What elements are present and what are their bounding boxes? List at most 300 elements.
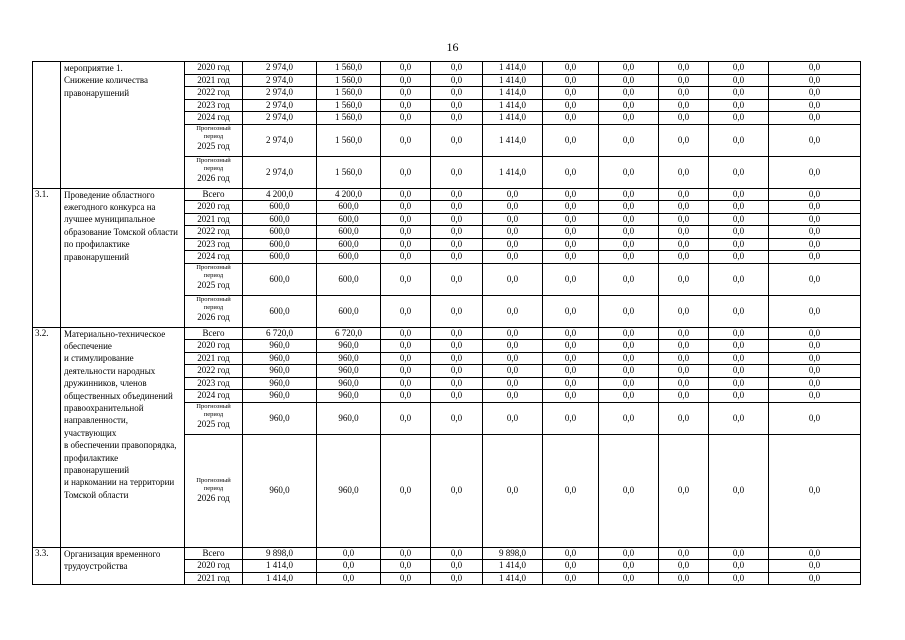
value-cell: 960,0 <box>317 402 381 434</box>
table-row <box>33 547 861 560</box>
value-cell: 0,0 <box>483 238 543 251</box>
section-number: 3.3. <box>33 547 61 585</box>
value-cell: 6 720,0 <box>317 327 381 340</box>
period-cell: 2020 год <box>185 560 243 573</box>
value-cell: 0,0 <box>483 295 543 327</box>
value-cell: 0,0 <box>599 327 659 340</box>
value-cell: 0,0 <box>709 327 769 340</box>
value-cell: 0,0 <box>709 340 769 353</box>
value-cell: 0,0 <box>709 295 769 327</box>
value-cell: 0,0 <box>769 572 861 585</box>
value-cell: 600,0 <box>243 263 317 295</box>
value-cell: 0,0 <box>543 99 599 112</box>
value-cell: 600,0 <box>243 251 317 264</box>
value-cell: 0,0 <box>543 402 599 434</box>
value-cell: 0,0 <box>709 365 769 378</box>
value-cell: 0,0 <box>483 201 543 214</box>
value-cell: 0,0 <box>659 238 709 251</box>
value-cell: 0,0 <box>431 352 483 365</box>
value-cell: 0,0 <box>709 156 769 188</box>
value-cell: 0,0 <box>317 547 381 560</box>
period-cell: Всего <box>185 188 243 201</box>
value-cell: 0,0 <box>381 74 431 87</box>
value-cell: 600,0 <box>317 213 381 226</box>
value-cell: 0,0 <box>599 62 659 75</box>
value-cell: 960,0 <box>243 402 317 434</box>
value-cell: 0,0 <box>709 434 769 547</box>
value-cell: 0,0 <box>599 112 659 125</box>
value-cell: 0,0 <box>483 340 543 353</box>
value-cell: 960,0 <box>317 365 381 378</box>
value-cell: 0,0 <box>381 434 431 547</box>
value-cell: 0,0 <box>769 547 861 560</box>
value-cell: 0,0 <box>431 124 483 156</box>
value-cell: 0,0 <box>769 251 861 264</box>
value-cell: 0,0 <box>769 560 861 573</box>
value-cell: 0,0 <box>659 99 709 112</box>
value-cell: 0,0 <box>381 112 431 125</box>
period-cell: 2021 год <box>185 572 243 585</box>
value-cell: 2 974,0 <box>243 74 317 87</box>
value-cell: 600,0 <box>243 226 317 239</box>
period-cell: 2024 год <box>185 251 243 264</box>
value-cell: 0,0 <box>709 201 769 214</box>
value-cell: 0,0 <box>381 327 431 340</box>
value-cell: 0,0 <box>381 547 431 560</box>
value-cell: 0,0 <box>543 295 599 327</box>
value-cell: 0,0 <box>381 238 431 251</box>
value-cell: 0,0 <box>431 572 483 585</box>
value-cell: 0,0 <box>381 352 431 365</box>
value-cell: 0,0 <box>599 99 659 112</box>
value-cell: 0,0 <box>769 263 861 295</box>
value-cell: 0,0 <box>599 213 659 226</box>
value-cell: 1 414,0 <box>483 560 543 573</box>
value-cell: 9 898,0 <box>243 547 317 560</box>
value-cell: 0,0 <box>659 156 709 188</box>
value-cell: 9 898,0 <box>483 547 543 560</box>
value-cell: 0,0 <box>431 201 483 214</box>
value-cell: 0,0 <box>659 390 709 403</box>
value-cell: 2 974,0 <box>243 156 317 188</box>
value-cell: 0,0 <box>599 340 659 353</box>
period-cell: Прогнозный период 2025 год <box>185 124 243 156</box>
period-cell: Прогнозный период 2026 год <box>185 434 243 547</box>
period-cell: 2024 год <box>185 112 243 125</box>
value-cell: 0,0 <box>543 377 599 390</box>
value-cell: 600,0 <box>317 226 381 239</box>
value-cell: 0,0 <box>381 263 431 295</box>
value-cell: 0,0 <box>543 365 599 378</box>
value-cell: 0,0 <box>599 156 659 188</box>
value-cell: 0,0 <box>381 572 431 585</box>
value-cell: 0,0 <box>599 295 659 327</box>
value-cell: 0,0 <box>317 572 381 585</box>
value-cell: 0,0 <box>381 156 431 188</box>
value-cell: 1 414,0 <box>483 156 543 188</box>
value-cell: 0,0 <box>709 547 769 560</box>
value-cell: 0,0 <box>659 547 709 560</box>
value-cell: 960,0 <box>317 340 381 353</box>
value-cell: 0,0 <box>659 112 709 125</box>
value-cell: 1 414,0 <box>243 560 317 573</box>
period-cell: Прогнозный период 2025 год <box>185 263 243 295</box>
value-cell: 0,0 <box>599 365 659 378</box>
value-cell: 0,0 <box>483 263 543 295</box>
value-cell: 0,0 <box>483 327 543 340</box>
value-cell: 0,0 <box>543 112 599 125</box>
value-cell: 0,0 <box>709 390 769 403</box>
value-cell: 0,0 <box>431 62 483 75</box>
value-cell: 0,0 <box>317 560 381 573</box>
value-cell: 1 414,0 <box>483 124 543 156</box>
value-cell: 0,0 <box>709 560 769 573</box>
value-cell: 960,0 <box>317 390 381 403</box>
value-cell: 0,0 <box>659 340 709 353</box>
value-cell: 0,0 <box>543 188 599 201</box>
value-cell: 0,0 <box>659 327 709 340</box>
section-name: Материально-техническое обеспечение и стимулирование деятельности народных дружинников, членов общественных объединений правоохранительной направленности, участвующих в обеспечении правопорядка, профилактике правонарушений и наркомании на территории Томской области <box>61 327 185 547</box>
value-cell: 0,0 <box>769 352 861 365</box>
value-cell: 0,0 <box>543 340 599 353</box>
value-cell: 0,0 <box>769 226 861 239</box>
period-cell: 2021 год <box>185 352 243 365</box>
value-cell: 0,0 <box>709 402 769 434</box>
value-cell: 0,0 <box>659 434 709 547</box>
value-cell: 0,0 <box>709 99 769 112</box>
value-cell: 0,0 <box>431 263 483 295</box>
value-cell: 0,0 <box>483 251 543 264</box>
value-cell: 0,0 <box>599 390 659 403</box>
value-cell: 0,0 <box>381 365 431 378</box>
value-cell: 1 560,0 <box>317 112 381 125</box>
value-cell: 0,0 <box>543 263 599 295</box>
value-cell: 0,0 <box>381 124 431 156</box>
value-cell: 0,0 <box>543 251 599 264</box>
section-number: 3.2. <box>33 327 61 547</box>
value-cell: 0,0 <box>381 402 431 434</box>
value-cell: 0,0 <box>431 377 483 390</box>
value-cell: 960,0 <box>317 377 381 390</box>
period-cell: 2020 год <box>185 62 243 75</box>
value-cell: 960,0 <box>317 434 381 547</box>
value-cell: 0,0 <box>659 263 709 295</box>
value-cell: 960,0 <box>243 365 317 378</box>
value-cell: 600,0 <box>317 251 381 264</box>
value-cell: 2 974,0 <box>243 112 317 125</box>
value-cell: 0,0 <box>709 352 769 365</box>
value-cell: 0,0 <box>543 547 599 560</box>
period-cell: 2021 год <box>185 213 243 226</box>
period-cell: Прогнозный период 2026 год <box>185 295 243 327</box>
table-row <box>33 327 861 340</box>
value-cell: 0,0 <box>599 434 659 547</box>
value-cell: 0,0 <box>769 201 861 214</box>
value-cell: 0,0 <box>483 213 543 226</box>
value-cell: 0,0 <box>543 156 599 188</box>
value-cell: 0,0 <box>431 213 483 226</box>
value-cell: 0,0 <box>431 156 483 188</box>
value-cell: 0,0 <box>769 295 861 327</box>
value-cell: 0,0 <box>483 377 543 390</box>
value-cell: 0,0 <box>483 434 543 547</box>
value-cell: 960,0 <box>243 390 317 403</box>
value-cell: 2 974,0 <box>243 87 317 100</box>
value-cell: 0,0 <box>599 377 659 390</box>
value-cell: 0,0 <box>659 352 709 365</box>
value-cell: 0,0 <box>431 560 483 573</box>
value-cell: 0,0 <box>431 402 483 434</box>
value-cell: 0,0 <box>381 188 431 201</box>
value-cell: 0,0 <box>709 572 769 585</box>
value-cell: 960,0 <box>243 352 317 365</box>
value-cell: 0,0 <box>483 365 543 378</box>
value-cell: 600,0 <box>317 238 381 251</box>
period-cell: 2022 год <box>185 365 243 378</box>
budget-table <box>32 61 861 585</box>
value-cell: 0,0 <box>659 572 709 585</box>
value-cell: 0,0 <box>431 238 483 251</box>
value-cell: 1 560,0 <box>317 62 381 75</box>
value-cell: 1 414,0 <box>483 74 543 87</box>
value-cell: 0,0 <box>659 201 709 214</box>
value-cell: 0,0 <box>769 112 861 125</box>
value-cell: 0,0 <box>769 188 861 201</box>
value-cell: 0,0 <box>431 547 483 560</box>
value-cell: 0,0 <box>769 340 861 353</box>
section-name: Проведение областного ежегодного конкурса на лучшее муниципальное образование Томской области по профилактике правонарушений <box>61 188 185 327</box>
value-cell: 0,0 <box>381 377 431 390</box>
value-cell: 0,0 <box>381 340 431 353</box>
value-cell: 0,0 <box>769 327 861 340</box>
value-cell: 0,0 <box>599 74 659 87</box>
period-cell: 2022 год <box>185 87 243 100</box>
value-cell: 1 414,0 <box>243 572 317 585</box>
value-cell: 0,0 <box>381 251 431 264</box>
value-cell: 0,0 <box>769 156 861 188</box>
value-cell: 0,0 <box>709 377 769 390</box>
value-cell: 0,0 <box>381 87 431 100</box>
value-cell: 0,0 <box>431 188 483 201</box>
value-cell: 0,0 <box>543 87 599 100</box>
value-cell: 0,0 <box>431 74 483 87</box>
value-cell: 0,0 <box>543 434 599 547</box>
value-cell: 0,0 <box>431 340 483 353</box>
value-cell: 0,0 <box>543 213 599 226</box>
value-cell: 0,0 <box>709 62 769 75</box>
value-cell: 0,0 <box>709 238 769 251</box>
value-cell: 0,0 <box>483 226 543 239</box>
value-cell: 0,0 <box>659 213 709 226</box>
value-cell: 0,0 <box>769 402 861 434</box>
value-cell: 2 974,0 <box>243 99 317 112</box>
value-cell: 0,0 <box>659 377 709 390</box>
value-cell: 0,0 <box>381 295 431 327</box>
value-cell: 0,0 <box>659 560 709 573</box>
value-cell: 1 560,0 <box>317 99 381 112</box>
value-cell: 0,0 <box>769 238 861 251</box>
value-cell: 0,0 <box>381 390 431 403</box>
section-number: 3.1. <box>33 188 61 327</box>
page-number: 16 <box>446 40 459 54</box>
value-cell: 0,0 <box>543 327 599 340</box>
value-cell: 0,0 <box>381 226 431 239</box>
value-cell: 960,0 <box>243 434 317 547</box>
value-cell: 0,0 <box>769 62 861 75</box>
value-cell: 0,0 <box>599 124 659 156</box>
value-cell: 0,0 <box>709 124 769 156</box>
value-cell: 0,0 <box>599 263 659 295</box>
value-cell: 0,0 <box>769 213 861 226</box>
value-cell: 0,0 <box>431 295 483 327</box>
value-cell: 0,0 <box>431 226 483 239</box>
value-cell: 0,0 <box>769 390 861 403</box>
value-cell: 600,0 <box>243 238 317 251</box>
value-cell: 0,0 <box>769 99 861 112</box>
value-cell: 0,0 <box>769 377 861 390</box>
value-cell: 1 414,0 <box>483 99 543 112</box>
value-cell: 0,0 <box>769 434 861 547</box>
period-cell: 2021 год <box>185 74 243 87</box>
value-cell: 0,0 <box>599 402 659 434</box>
period-cell: Прогнозный период 2026 год <box>185 156 243 188</box>
value-cell: 0,0 <box>543 352 599 365</box>
value-cell: 0,0 <box>709 263 769 295</box>
value-cell: 600,0 <box>243 295 317 327</box>
value-cell: 0,0 <box>543 124 599 156</box>
value-cell: 0,0 <box>599 560 659 573</box>
value-cell: 0,0 <box>599 238 659 251</box>
value-cell: 0,0 <box>381 213 431 226</box>
value-cell: 0,0 <box>769 365 861 378</box>
value-cell: 0,0 <box>543 390 599 403</box>
value-cell: 0,0 <box>543 572 599 585</box>
value-cell: 0,0 <box>543 62 599 75</box>
value-cell: 600,0 <box>317 201 381 214</box>
value-cell: 0,0 <box>659 295 709 327</box>
value-cell: 0,0 <box>659 365 709 378</box>
value-cell: 0,0 <box>381 201 431 214</box>
period-cell: 2023 год <box>185 377 243 390</box>
value-cell: 0,0 <box>431 434 483 547</box>
value-cell: 0,0 <box>599 188 659 201</box>
value-cell: 0,0 <box>709 87 769 100</box>
value-cell: 2 974,0 <box>243 62 317 75</box>
value-cell: 1 560,0 <box>317 124 381 156</box>
value-cell: 0,0 <box>431 112 483 125</box>
value-cell: 0,0 <box>599 251 659 264</box>
value-cell: 0,0 <box>709 226 769 239</box>
value-cell: 0,0 <box>431 390 483 403</box>
value-cell: 960,0 <box>243 377 317 390</box>
value-cell: 1 414,0 <box>483 62 543 75</box>
value-cell: 1 414,0 <box>483 572 543 585</box>
value-cell: 1 560,0 <box>317 87 381 100</box>
value-cell: 0,0 <box>543 201 599 214</box>
value-cell: 0,0 <box>543 226 599 239</box>
value-cell: 0,0 <box>709 213 769 226</box>
value-cell: 0,0 <box>431 99 483 112</box>
value-cell: 0,0 <box>599 201 659 214</box>
section-name: мероприятие 1. Снижение количества правонарушений <box>61 62 185 189</box>
period-cell: 2020 год <box>185 201 243 214</box>
period-cell: Прогнозный период 2025 год <box>185 402 243 434</box>
value-cell: 600,0 <box>317 263 381 295</box>
period-cell: 2023 год <box>185 238 243 251</box>
value-cell: 600,0 <box>317 295 381 327</box>
value-cell: 2 974,0 <box>243 124 317 156</box>
value-cell: 4 200,0 <box>317 188 381 201</box>
value-cell: 0,0 <box>599 87 659 100</box>
value-cell: 0,0 <box>599 572 659 585</box>
value-cell: 0,0 <box>659 74 709 87</box>
value-cell: 0,0 <box>483 188 543 201</box>
value-cell: 0,0 <box>599 352 659 365</box>
value-cell: 0,0 <box>431 327 483 340</box>
value-cell: 1 560,0 <box>317 156 381 188</box>
value-cell: 0,0 <box>543 74 599 87</box>
value-cell: 4 200,0 <box>243 188 317 201</box>
value-cell: 0,0 <box>599 226 659 239</box>
value-cell: 1 560,0 <box>317 74 381 87</box>
value-cell: 0,0 <box>659 87 709 100</box>
value-cell: 960,0 <box>243 340 317 353</box>
period-cell: 2024 год <box>185 390 243 403</box>
period-cell: Всего <box>185 547 243 560</box>
table-row <box>33 62 861 75</box>
value-cell: 600,0 <box>243 201 317 214</box>
value-cell: 960,0 <box>317 352 381 365</box>
value-cell: 0,0 <box>381 99 431 112</box>
section-number <box>33 62 61 189</box>
value-cell: 0,0 <box>709 188 769 201</box>
value-cell: 0,0 <box>431 87 483 100</box>
period-cell: 2020 год <box>185 340 243 353</box>
value-cell: 0,0 <box>769 74 861 87</box>
value-cell: 600,0 <box>243 213 317 226</box>
period-cell: 2022 год <box>185 226 243 239</box>
period-cell: Всего <box>185 327 243 340</box>
value-cell: 0,0 <box>543 238 599 251</box>
value-cell: 0,0 <box>659 124 709 156</box>
value-cell: 6 720,0 <box>243 327 317 340</box>
value-cell: 0,0 <box>599 547 659 560</box>
value-cell: 0,0 <box>543 560 599 573</box>
value-cell: 0,0 <box>431 251 483 264</box>
value-cell: 0,0 <box>483 352 543 365</box>
value-cell: 0,0 <box>659 251 709 264</box>
value-cell: 0,0 <box>769 124 861 156</box>
table-row <box>33 188 861 201</box>
value-cell: 0,0 <box>659 226 709 239</box>
value-cell: 0,0 <box>381 560 431 573</box>
value-cell: 1 414,0 <box>483 112 543 125</box>
value-cell: 0,0 <box>659 188 709 201</box>
value-cell: 0,0 <box>483 402 543 434</box>
value-cell: 0,0 <box>769 87 861 100</box>
value-cell: 0,0 <box>431 365 483 378</box>
value-cell: 0,0 <box>381 62 431 75</box>
value-cell: 0,0 <box>659 402 709 434</box>
period-cell: 2023 год <box>185 99 243 112</box>
section-name: Организация временного трудоустройства <box>61 547 185 585</box>
value-cell: 0,0 <box>709 74 769 87</box>
value-cell: 0,0 <box>483 390 543 403</box>
value-cell: 0,0 <box>709 251 769 264</box>
value-cell: 0,0 <box>659 62 709 75</box>
value-cell: 1 414,0 <box>483 87 543 100</box>
value-cell: 0,0 <box>709 112 769 125</box>
